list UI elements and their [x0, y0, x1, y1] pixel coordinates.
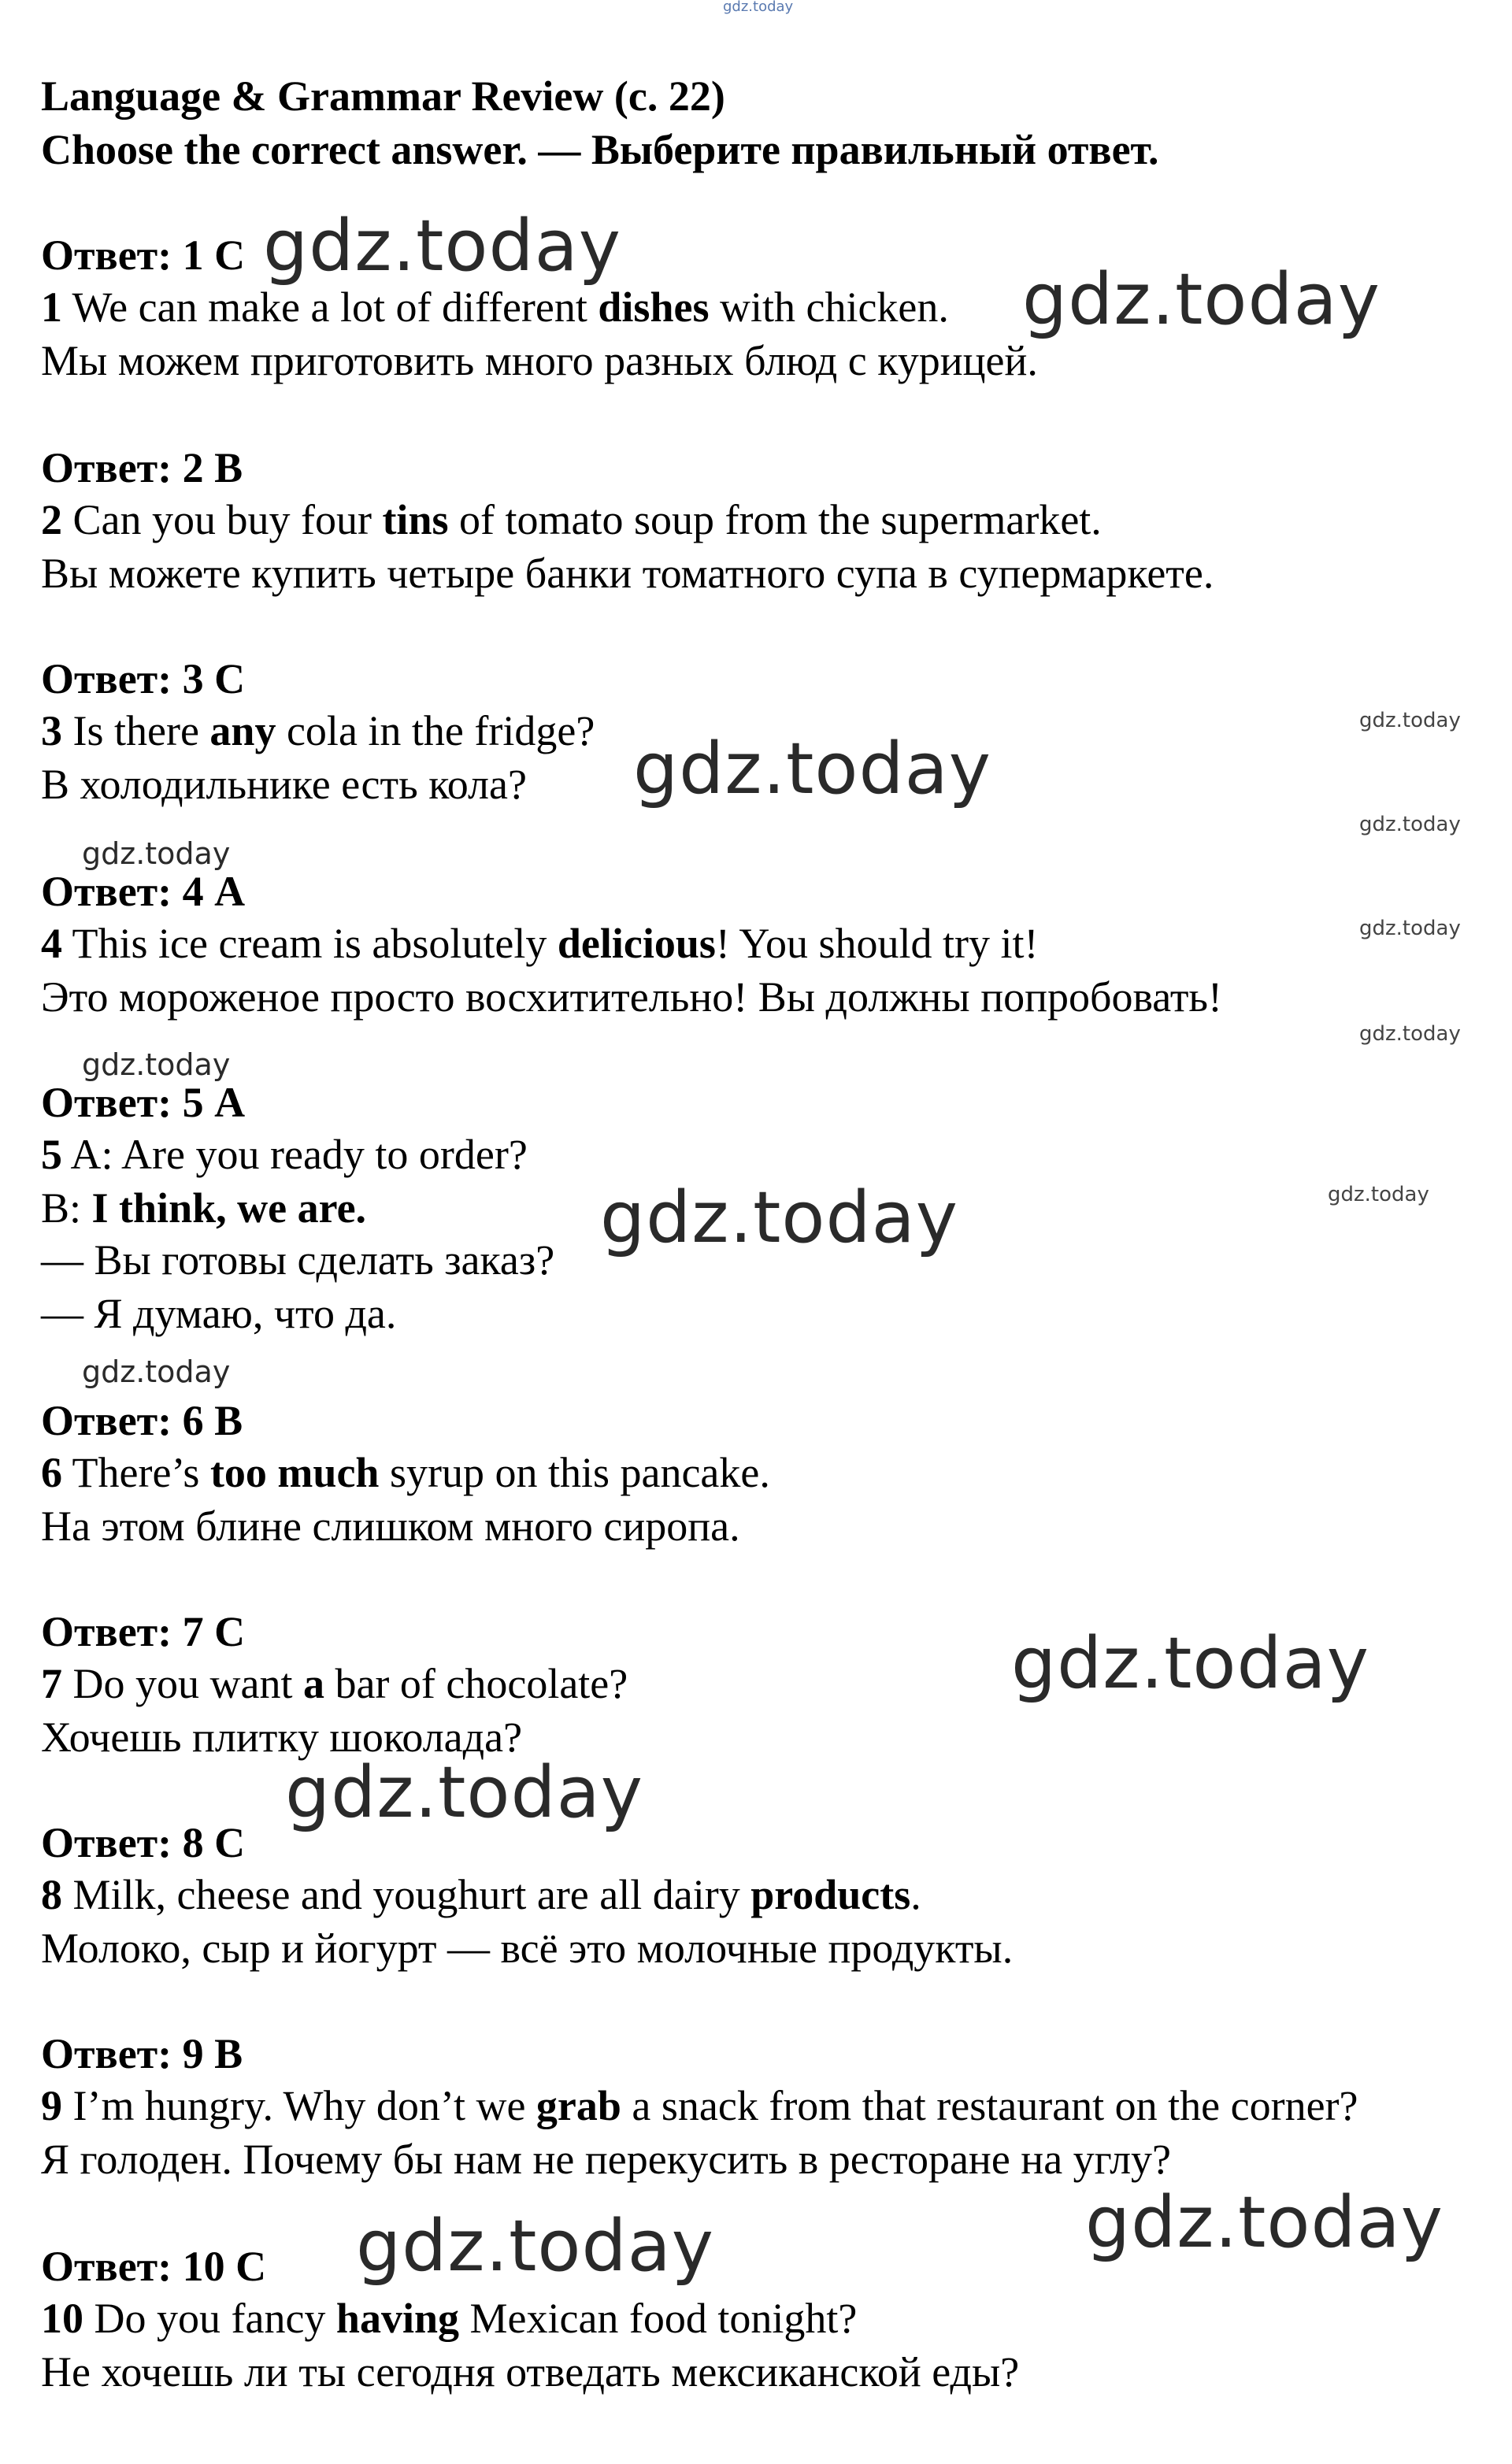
sentence-text: Mexican food tonight?: [459, 2295, 858, 2342]
english-sentence: [41, 280, 949, 334]
russian-translation: Мы можем приготовить много разных блюд с курицей.: [41, 337, 1038, 384]
answer-label: Ответ: 6 B: [41, 1397, 243, 1444]
answer-word: a: [302, 1660, 324, 1707]
watermark: gdz.today: [1328, 1183, 1429, 1206]
answer-label: Ответ: 2 B: [41, 444, 243, 491]
russian-translation: — Вы готовы сделать заказ?: [41, 1236, 555, 1284]
english-sentence: [41, 2292, 857, 2345]
sentence-text: bar of chocolate?: [324, 1660, 628, 1707]
item-number: 9: [41, 2082, 62, 2129]
sentence-text: Do you fancy: [83, 2295, 336, 2342]
sentence-text: There’s: [62, 1449, 210, 1496]
answer-word: any: [209, 707, 276, 754]
item-number: 7: [41, 1660, 62, 1707]
sentence-text: cola in the fridge?: [276, 707, 595, 754]
english-sentence: [41, 1446, 770, 1499]
answer-label: Ответ: 5 A: [41, 1079, 246, 1126]
item-number: 10: [41, 2295, 83, 2342]
answer-word: tins: [382, 496, 449, 543]
english-sentence: [41, 917, 1038, 970]
sentence-text: syrup on this pancake.: [379, 1449, 770, 1496]
russian-translation: Вы можете купить четыре банки томатного супа в супермаркете.: [41, 550, 1214, 597]
russian-translation: На этом блине слишком много сиропа.: [41, 1502, 740, 1550]
english-sentence: [41, 493, 1102, 547]
russian-translation: Это мороженое просто восхитительно! Вы должны попробовать!: [41, 973, 1223, 1021]
answer-label: Ответ: 10 C: [41, 2243, 267, 2290]
answer-word: dishes: [598, 283, 710, 331]
sentence-text: ! You should try it!: [715, 920, 1039, 967]
russian-translation: Хочешь плитку шоколада?: [41, 1714, 523, 1761]
item-number: 3: [41, 707, 62, 754]
sentence-text: Milk, cheese and youghurt are all dairy: [62, 1871, 751, 1918]
answer-word: too much: [209, 1449, 380, 1496]
sentence-text: a snack from that restaurant on the corner?: [621, 2082, 1358, 2129]
russian-translation: — Я думаю, что да.: [41, 1290, 397, 1337]
sentence-text: Is there: [62, 707, 210, 754]
answer-label: Ответ: 7 C: [41, 1608, 246, 1655]
answer-word: grab: [536, 2082, 621, 2129]
answer-word: products: [750, 1871, 911, 1918]
watermark: gdz.today: [1011, 1622, 1370, 1705]
sentence-text: Do you want: [62, 1660, 303, 1707]
item-number: 5: [41, 1131, 62, 1178]
watermark: gdz.today: [1359, 813, 1461, 836]
watermark: gdz.today: [600, 1176, 959, 1259]
answer-label: Ответ: 8 C: [41, 1819, 246, 1866]
sentence-text: of tomato soup from the supermarket.: [448, 496, 1102, 543]
watermark: gdz.today: [285, 1751, 644, 1834]
russian-translation: Я голоден. Почему бы нам не перекусить в ресторане на углу?: [41, 2136, 1171, 2183]
watermark: gdz.today: [1359, 1022, 1461, 1046]
sentence-text: .: [910, 1871, 921, 1918]
english-reply: [41, 1181, 366, 1235]
english-sentence: [41, 2079, 1358, 2132]
watermark: gdz.today: [82, 1354, 231, 1389]
answer-label: Ответ: 4 A: [41, 868, 246, 915]
watermark: gdz.today: [356, 2205, 715, 2288]
russian-translation: Не хочешь ли ты сегодня отведать мексиканской еды?: [41, 2348, 1020, 2395]
answer-word: delicious: [557, 920, 716, 967]
answer-label: Ответ: 1 C: [41, 232, 246, 279]
answer-label: Ответ: 3 C: [41, 655, 246, 702]
answer-word: I think, we are.: [91, 1184, 367, 1232]
sentence-text: A: Are you ready to order?: [62, 1131, 528, 1178]
watermark: gdz.today: [1359, 917, 1461, 940]
answer-label: Ответ: 9 B: [41, 2030, 243, 2077]
english-sentence: [41, 704, 595, 758]
watermark: gdz.today: [82, 1047, 231, 1082]
sentence-text: I’m hungry. Why don’t we: [62, 2082, 536, 2129]
sentence-text: with chicken.: [709, 283, 949, 331]
watermark: gdz.today: [723, 0, 794, 15]
russian-translation: В холодильнике есть кола?: [41, 761, 527, 808]
watermark: gdz.today: [633, 728, 992, 810]
page-title: Language & Grammar Review (с. 22): [41, 72, 725, 120]
item-number: 6: [41, 1449, 62, 1496]
english-sentence: [41, 1657, 628, 1710]
instruction: Choose the correct answer. — Выберите правильный ответ.: [41, 126, 1159, 173]
english-sentence: [41, 1868, 921, 1921]
item-number: 1: [41, 283, 62, 331]
sentence-text: We can make a lot of different: [62, 283, 598, 331]
item-number: 8: [41, 1871, 62, 1918]
item-number: 2: [41, 496, 62, 543]
russian-translation: Молоко, сыр и йогурт — всё это молочные продукты.: [41, 1925, 1014, 1972]
english-sentence: [41, 1128, 528, 1181]
watermark: gdz.today: [82, 836, 231, 871]
watermark: gdz.today: [1022, 258, 1381, 341]
item-number: 4: [41, 920, 62, 967]
sentence-text: B:: [41, 1184, 92, 1232]
watermark: gdz.today: [1085, 2181, 1444, 2264]
watermark: gdz.today: [1359, 709, 1461, 732]
sentence-text: This ice cream is absolutely: [62, 920, 558, 967]
answer-word: having: [335, 2295, 459, 2342]
watermark: gdz.today: [263, 205, 622, 287]
sentence-text: Can you buy four: [62, 496, 383, 543]
